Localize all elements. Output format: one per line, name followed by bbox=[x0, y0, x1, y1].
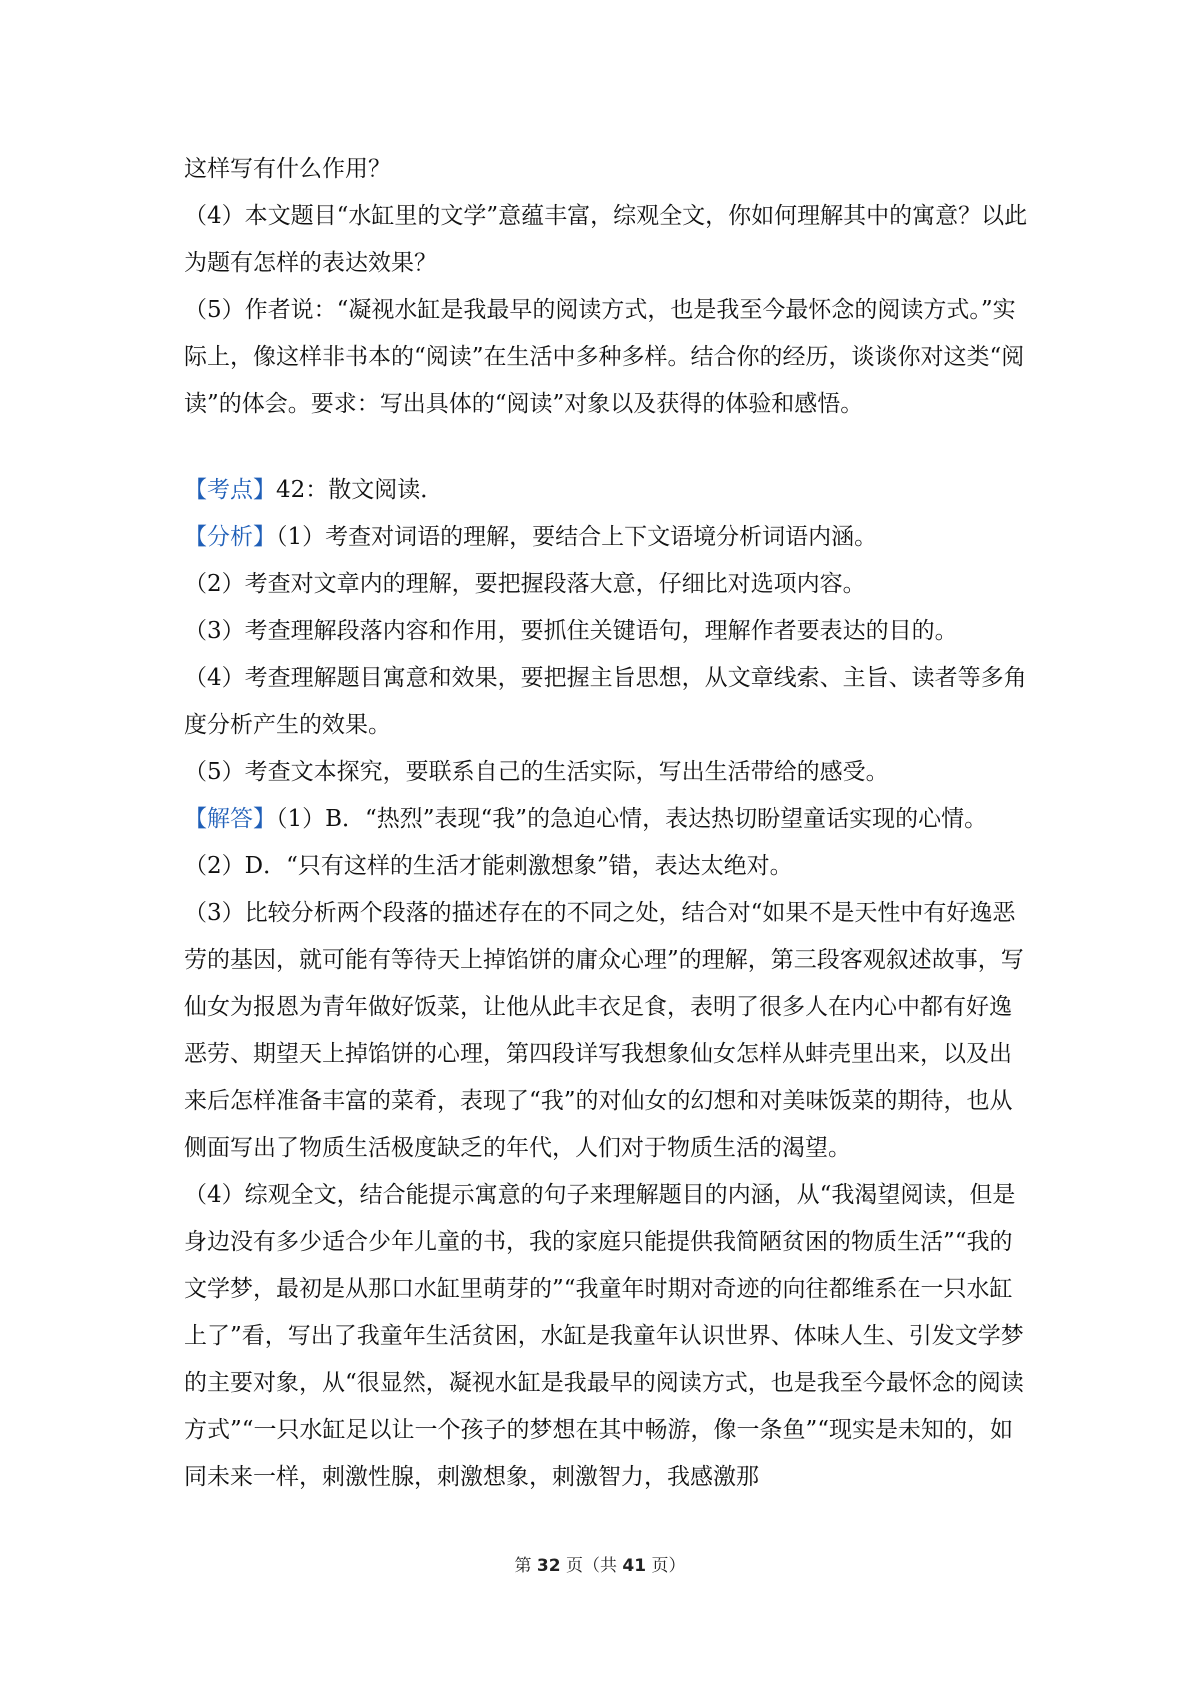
footer-pre: 第 bbox=[514, 1556, 537, 1576]
question-4: （4）本文题目“水缸里的文学”意蕴丰富，综观全文，你如何理解其中的寓意？以此为题有怎样的表达效果？ bbox=[184, 203, 1028, 276]
fenxi-label: 【分析】 bbox=[184, 524, 276, 550]
fenxi-item-2: （2）考查对文章内的理解，要把握段落大意，仔细比对选项内容。 bbox=[184, 571, 866, 597]
fenxi-item-1: （1）考查对词语的理解，要结合上下文语境分析词语内涵。 bbox=[276, 524, 878, 550]
footer-page-number: 32 bbox=[536, 1556, 561, 1576]
question-5: （5）作者说：“凝视水缸是我最早的阅读方式，也是我至今最怀念的阅读方式。”实际上，像这样非书本的“阅读”在生活中多种多样。结合你的经历，谈谈你对这类“阅读”的体会。要求：写出具体的“阅读”对象以及获得的体验和感悟。 bbox=[184, 297, 1025, 417]
jieda-item-2: （2）D．“只有这样的生活才能刺激想象”错，表达太绝对。 bbox=[184, 853, 793, 879]
jieda-item-3: （3）比较分析两个段落的描述存在的不同之处，结合对“如果不是天性中有好逸恶劳的基因，就可能有等待天上掉馅饼的庸众心理”的理解，第三段客观叙述故事，写仙女为报恩为青年做好饭菜，让他从此丰衣足食，表明了很多人在内心中都有好逸恶劳、期望天上掉馅饼的心理，第四段详写我想象仙女怎样从蚌壳里出来，以及出来后怎样准备丰富的菜肴，表现了“我”的对仙女的幻想和对美味饭菜的期待，也从侧面写出了物质生活极度缺乏的年代，人们对于物质生活的渴望。 bbox=[184, 900, 1024, 1161]
page-footer bbox=[0, 1554, 1200, 1578]
footer-mid: 页（共 bbox=[560, 1556, 623, 1576]
kaodian-section bbox=[184, 467, 1032, 514]
fenxi-item-4: （4）考查理解题目寓意和效果，要把握主旨思想，从文章线索、主旨、读者等多角度分析产生的效果。 bbox=[184, 665, 1027, 738]
jieda-section bbox=[184, 796, 1032, 843]
kaodian-text: 42：散文阅读． bbox=[276, 477, 444, 503]
fenxi-section bbox=[184, 514, 1032, 561]
footer-total-pages: 41 bbox=[622, 1556, 647, 1576]
footer-post: 页） bbox=[646, 1556, 686, 1576]
page-content bbox=[184, 146, 1032, 1501]
fenxi-item-3: （3）考查理解段落内容和作用，要抓住关键语句，理解作者要表达的目的。 bbox=[184, 618, 958, 644]
question-3-tail: 这样写有什么作用？ bbox=[184, 156, 391, 182]
section-gap bbox=[184, 428, 1032, 467]
jieda-item-4: （4）综观全文，结合能提示寓意的句子来理解题目的内涵，从“我渴望阅读，但是身边没有多少适合少年儿童的书，我的家庭只能提供我简陋贫困的物质生活”“我的文学梦，最初是从那口水缸里萌芽的”“我童年时期对奇迹的向往都维系在一只水缸上了”看，写出了我童年生活贫困，水缸是我童年认识世界、体味人生、引发文学梦的主要对象，从“很显然，凝视水缸是我最早的阅读方式，也是我至今最怀念的阅读方式”“一只水缸足以让一个孩子的梦想在其中畅游，像一条鱼”“现实是未知的，如同未来一样，刺激性腺，刺激想象，刺激智力，我感激那 bbox=[184, 1182, 1024, 1490]
fenxi-item-5: （5）考查文本探究，要联系自己的生活实际，写出生活带给的感受。 bbox=[184, 759, 889, 785]
jieda-label: 【解答】 bbox=[184, 806, 276, 832]
kaodian-label: 【考点】 bbox=[184, 477, 276, 503]
jieda-item-1: （1）B．“热烈”表现“我”的急迫心情，表达热切盼望童话实现的心情。 bbox=[276, 806, 988, 832]
